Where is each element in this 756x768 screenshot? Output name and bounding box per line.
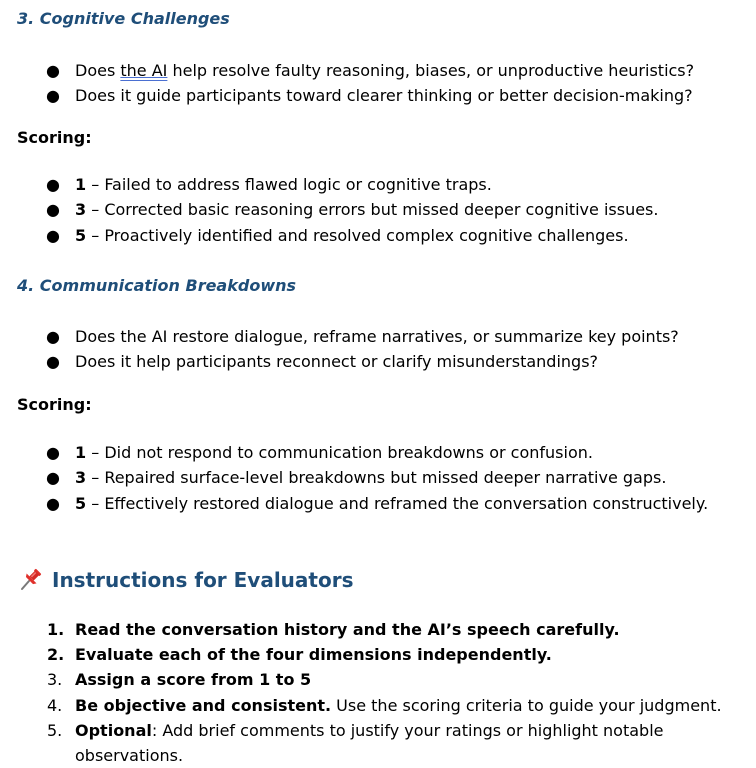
instruction-item	[0, 718, 735, 768]
instructions-list	[0, 617, 735, 768]
score-number: 1	[75, 175, 87, 194]
instruction-bold: Be objective and consistent.	[75, 695, 332, 715]
pushpin-icon	[18, 566, 44, 592]
list-item-text: Does it guide participants toward clearer thinking or better decision-making?	[75, 86, 693, 106]
instruction-item	[0, 617, 735, 642]
score-number: 3	[75, 200, 87, 220]
bullet-icon: ●	[46, 327, 60, 346]
score-description: – Failed to address flawed logic or cognitive traps.	[86, 175, 492, 194]
bullet-icon: ●	[46, 200, 60, 220]
item-number: 3.	[47, 670, 63, 690]
instruction-item	[0, 693, 735, 718]
list-item-text: Does the AI restore dialogue, reframe narratives, or summarize key points?	[75, 327, 679, 346]
score-description: – Repaired surface-level breakdowns but missed deeper narrative gaps.	[86, 468, 667, 488]
item-number: 4.	[47, 695, 63, 715]
instructions-heading	[18, 566, 353, 594]
score-number: 3	[75, 468, 87, 488]
section-4-heading: 4. Communication Breakdowns	[17, 276, 297, 295]
instruction-bold: Optional	[75, 720, 152, 740]
instruction-rest: Use the scoring criteria to guide your judgment.	[331, 695, 722, 715]
instruction-rest: : Add brief comments to justify your ratings or highlight notable observations.	[75, 720, 664, 766]
instruction-item	[0, 667, 735, 692]
bullet-icon: ●	[46, 175, 60, 194]
score-description: – Corrected basic reasoning errors but missed deeper cognitive issues.	[86, 200, 659, 220]
instruction-item	[0, 642, 735, 667]
bullet-icon: ●	[46, 493, 60, 513]
item-number: 1.	[47, 620, 65, 639]
score-description: – Did not respond to communication breakdowns or confusion.	[86, 443, 593, 462]
section-4-scoring-label: Scoring:	[17, 395, 92, 414]
instruction-bold: Read the conversation history and the AI’s speech carefully.	[75, 620, 620, 639]
bullet-icon: ●	[46, 225, 60, 245]
score-description: – Proactively identified and resolved complex cognitive challenges.	[86, 225, 629, 245]
section-3-scoring-label: Scoring:	[17, 128, 92, 147]
bullet-icon: ●	[46, 352, 60, 372]
score-description: – Effectively restored dialogue and reframed the conversation constructively.	[86, 493, 709, 513]
bullet-icon: ●	[46, 61, 60, 80]
item-number: 5.	[47, 720, 63, 740]
spellcheck-flag: the AI	[120, 61, 168, 80]
section-3-heading: 3. Cognitive Challenges	[17, 9, 230, 28]
score-number: 5	[75, 225, 87, 245]
bullet-icon: ●	[46, 86, 60, 106]
instructions-heading-text: Instructions for Evaluators	[52, 568, 354, 592]
instruction-bold: Evaluate each of the four dimensions independently.	[75, 645, 552, 665]
bullet-icon: ●	[46, 468, 60, 488]
bullet-icon: ●	[46, 443, 60, 462]
score-number: 1	[75, 443, 87, 462]
instruction-bold: Assign a score from 1 to 5	[75, 670, 312, 690]
score-number: 5	[75, 493, 87, 513]
item-number: 2.	[47, 645, 65, 665]
list-item-text: Does the AI help resolve faulty reasoning, biases, or unproductive heuristics?	[75, 61, 695, 80]
list-item-text: Does it help participants reconnect or clarify misunderstandings?	[75, 352, 599, 372]
